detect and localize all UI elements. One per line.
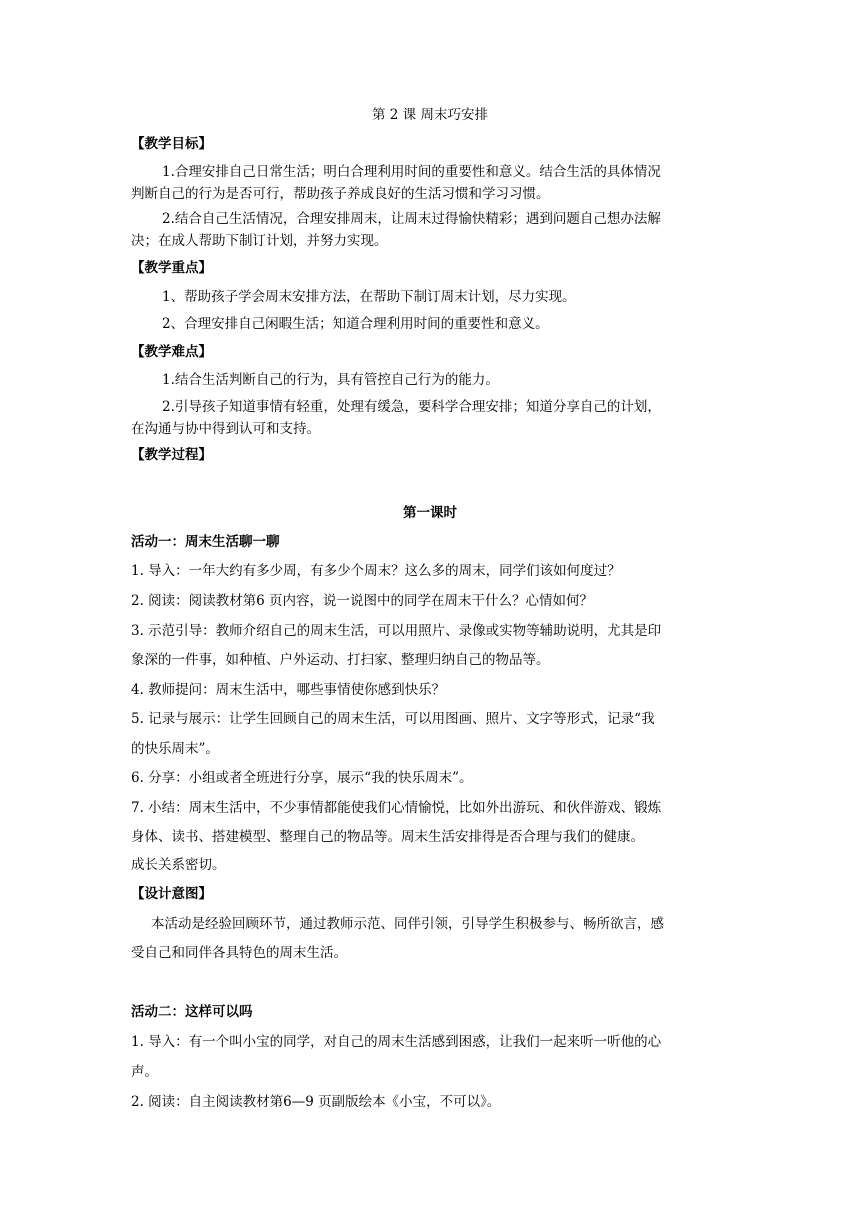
activity-1-step-2: 2. 阅读：阅读教材第6 页内容，说一说图中的同学在周末干什么？心情如何？ xyxy=(131,593,594,609)
heading-teaching-goals: 【教学目标】 xyxy=(131,136,212,152)
document-title: 第 2 课 周末巧安排 xyxy=(372,107,488,123)
heading-design-intent: 【设计意图】 xyxy=(131,886,212,902)
goals-paragraph-1-line-1: 1.合理安排自己日常生活；明白合理利用时间的重要性和意义。结合生活的具体情况 xyxy=(162,164,661,180)
goals-paragraph-2-line-2: 决；在成人帮助下制订计划，并努力实现。 xyxy=(131,233,388,249)
lesson-heading: 第一课时 xyxy=(403,505,457,521)
heading-teaching-process: 【教学过程】 xyxy=(131,447,212,463)
goals-paragraph-1-line-2: 判断自己的行为是否可行，帮助孩子养成良好的生活习惯和学习习惯。 xyxy=(131,186,550,202)
activity-2-step-1-line-1: 1. 导入：有一个叫小宝的同学，对自己的周末生活感到困惑，让我们一起来听一听他的心 xyxy=(131,1034,662,1050)
activity-1-heading: 活动一：周末生活聊一聊 xyxy=(131,534,280,550)
activity-2-step-1-line-2: 声。 xyxy=(131,1064,158,1080)
design-intent-line-1: 本活动是经验回顾环节，通过教师示范、同伴引领，引导学生积极参与、畅所欲言，感 xyxy=(151,916,664,932)
key-point-2: 2、合理安排自己闲暇生活；知道合理利用时间的重要性和意义。 xyxy=(162,316,549,332)
key-point-1: 1、帮助孩子学会周末安排方法，在帮助下制订周末计划，尽力实现。 xyxy=(162,289,576,305)
activity-1-step-4: 4. 教师提问：周末生活中，哪些事情使你感到快乐？ xyxy=(131,682,446,698)
activity-1-step-7-line-2: 身体、读书、搭建模型、整理自己的物品等。周末生活安排得是否合理与我们的健康。 xyxy=(131,829,644,845)
design-intent-line-2: 受自己和同伴各具特色的周末生活。 xyxy=(131,945,347,961)
difficulty-2-line-2: 在沟通与协中得到认可和支持。 xyxy=(131,421,320,437)
difficulty-2-line-1: 2.引导孩子知道事情有轻重，处理有缓急，要科学合理安排；知道分享自己的计划， xyxy=(162,399,661,415)
activity-1-step-5-line-2: 的快乐周末”。 xyxy=(131,741,219,757)
activity-2-step-2: 2. 阅读：自主阅读教材第6—9 页副版绘本《小宝，不可以》。 xyxy=(131,1094,501,1110)
heading-difficulties: 【教学难点】 xyxy=(131,344,212,360)
heading-key-points: 【教学重点】 xyxy=(131,260,212,276)
activity-1-step-7-line-1: 7. 小结：周末生活中，不少事情都能使我们心情愉悦，比如外出游玩、和伙伴游戏、锻炼 xyxy=(131,800,662,816)
activity-1-step-5-line-1: 5. 记录与展示：让学生回顾自己的周末生活，可以用图画、照片、文字等形式，记录“我 xyxy=(131,711,655,727)
activity-2-heading: 活动二：这样可以吗 xyxy=(131,1004,253,1020)
activity-1-step-3-line-1: 3. 示范引导：教师介绍自己的周末生活，可以用照片、录像或实物等辅助说明，尤其是印 xyxy=(131,623,662,639)
activity-1-step-3-line-2: 象深的一件事，如种植、户外运动、打扫家、整理归纳自己的物品等。 xyxy=(131,652,550,668)
activity-1-step-1: 1. 导入：一年大约有多少周，有多少个周末？这么多的周末，同学们该如何度过？ xyxy=(131,563,621,579)
activity-1-step-7-line-3: 成长关系密切。 xyxy=(131,857,226,873)
goals-paragraph-2-line-1: 2.结合自己生活情况，合理安排周末，让周末过得愉快精彩；遇到问题自己想办法解 xyxy=(162,211,661,227)
difficulty-1: 1.结合生活判断自己的行为，具有管控自己行为的能力。 xyxy=(162,372,499,388)
activity-1-step-6: 6. 分享：小组或者全班进行分享，展示“我的快乐周末”。 xyxy=(131,770,473,786)
